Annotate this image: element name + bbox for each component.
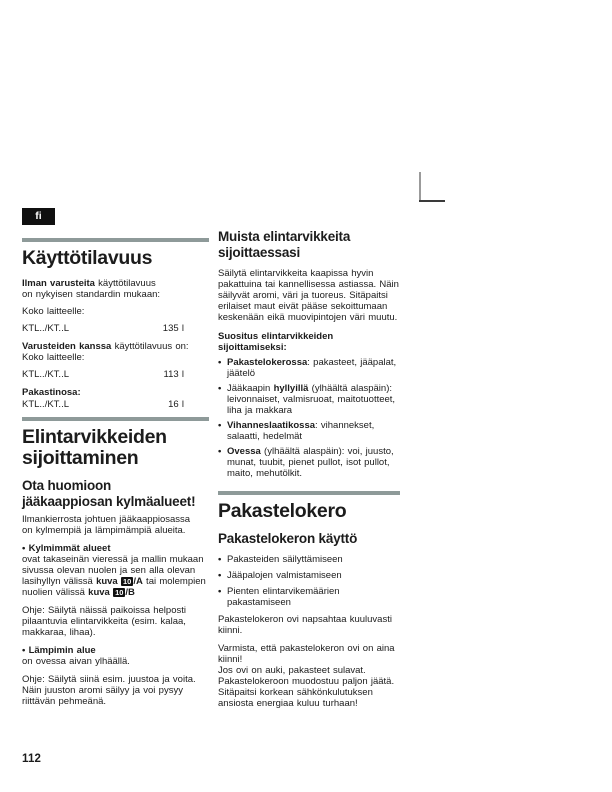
- item-text: (ylhäältä alaspäin): voi, juusto, munat, tuubit, pienet pullot, isot pullot, maito, mehutölkit.: [227, 446, 394, 479]
- figure-number-badge: 10: [122, 576, 132, 586]
- placement-list: [218, 357, 406, 479]
- capacity-intro: [22, 278, 209, 300]
- bullet-icon: •: [218, 383, 222, 394]
- model-code: KTL../KT..L: [22, 399, 69, 410]
- model-code: KTL../KT..L: [22, 369, 69, 380]
- section-title-freezer: Pakastelokero: [218, 500, 347, 522]
- figure-ref-word: kuva: [96, 576, 118, 587]
- cold-line: nuolien välissä: [22, 587, 89, 598]
- figure-ref-letter: /B: [125, 587, 135, 598]
- capacity-with-bold: Varusteiden kanssa: [22, 341, 112, 352]
- warm-area-note: Ohje: Säilytä siinä esim. juustoa ja voita. Näin juuston aromi säilyy ja voi pysyy riittävän pehmeänä.: [22, 674, 196, 707]
- list-item: [218, 570, 406, 581]
- item-bold: hyllyillä: [273, 383, 309, 394]
- figure-ref-word: kuva: [88, 587, 110, 598]
- cold-line: ovat takaseinän vieressä ja mallin mukaan: [22, 554, 204, 565]
- item-text: Pienten elintarvikemäärien pakastamiseen: [227, 585, 340, 608]
- warm-line: on ovessa aivan ylhäällä.: [22, 656, 130, 667]
- freezer-section-label: Pakastinosa:: [22, 387, 81, 398]
- list-item: [218, 420, 406, 442]
- bullet-icon: •: [218, 357, 222, 368]
- list-item: [218, 586, 406, 608]
- bullet-icon: •: [218, 446, 222, 457]
- cold-areas-note: Ohje: Säilytä näissä paikoissa helposti pilaantuvia elintarvikkeita (esim. kalaa, makkaraa, lihaa).: [22, 605, 186, 638]
- placing-subtitle: Ota huomioon jääkaappiosan kylmäalueet!: [22, 478, 196, 509]
- warm-area-paragraph: [22, 645, 209, 667]
- bullet-icon: •: [218, 420, 222, 431]
- warm-area-bold: Lämpimin alue: [28, 645, 96, 656]
- bullet-icon: •: [22, 543, 26, 554]
- capacity-row-total: [22, 323, 184, 334]
- section-title-placing: Elintarvikkeiden sijoittaminen: [22, 426, 167, 469]
- capacity-value: 16 l: [168, 399, 184, 410]
- cold-line: lasihyllyn välissä: [22, 576, 97, 587]
- capacity-value: 135 l: [162, 323, 184, 334]
- language-badge: fi: [22, 208, 55, 225]
- bullet-icon: •: [218, 569, 222, 581]
- capacity-scope-label-1: Koko laitteelle:: [22, 306, 85, 317]
- left-column: [22, 206, 209, 713]
- list-item: [218, 554, 406, 565]
- item-pre: Jääkaapin: [227, 383, 274, 394]
- remember-title: Muista elintarvikkeita sijoittaessasi: [218, 229, 351, 260]
- item-bold: Vihanneslaatikossa: [227, 420, 316, 431]
- freezer-use-list: [218, 554, 406, 608]
- bullet-icon: •: [22, 645, 26, 656]
- capacity-value: 113 l: [163, 369, 184, 380]
- placing-intro: Ilmankierrosta johtuen jääkaappiosassa on kylmempiä ja lämpimämpiä alueita.: [22, 514, 191, 536]
- recommendation-subtitle: Suositus elintarvikkeiden sijoittamiseksi:: [218, 331, 334, 353]
- item-text: (ylhäältä alaspäin): leivonnaiset, valmisruoat, maitotuotteet, liha ja makkara: [227, 383, 396, 416]
- item-text: Pakasteiden säilyttämiseen: [227, 553, 343, 565]
- bullet-icon: •: [218, 553, 222, 565]
- capacity-row-freezer: [22, 399, 184, 410]
- cold-line: sivussa olevan nuolen ja sen alla olevan: [22, 565, 196, 576]
- freezer-door-paragraph: Pakastelokeron ovi napsahtaa kuuluvasti kiinni.: [218, 613, 392, 636]
- item-bold: Pakastelokerossa: [227, 357, 308, 368]
- bullet-icon: •: [218, 585, 222, 597]
- section-rule-placing: [22, 417, 209, 421]
- model-code: KTL../KT..L: [22, 323, 69, 334]
- capacity-with-rest: käyttötilavuus on:: [111, 341, 189, 352]
- freezer-warning-paragraph: Varmista, että pakastelokeron ovi on aina kiinni! Jos ovi on auki, pakasteet sulavat. Pakastelokeroon muodostuu paljon jäätä. Sitäpaitsi korkean sähkönkulutuksen ansiosta energiaa kuluu turhaan!: [218, 642, 395, 709]
- capacity-intro-bold: Ilman varusteita: [22, 278, 95, 289]
- cold-areas-bold: Kylmimmät alueet: [28, 543, 111, 554]
- section-title-capacity: Käyttötilavuus: [22, 247, 153, 269]
- capacity-intro-line2: on nykyisen standardin mukaan:: [22, 289, 161, 300]
- cold-line: tai molempien: [142, 576, 206, 587]
- cold-areas-paragraph: [22, 543, 209, 598]
- crop-mark-horizontal: [419, 200, 445, 202]
- figure-ref-letter: /A: [133, 576, 143, 587]
- capacity-row-with-accessories: [22, 369, 184, 380]
- list-item: [218, 383, 406, 416]
- right-column: [218, 229, 406, 715]
- capacity-scope-label-2: Koko laitteelle:: [22, 352, 85, 363]
- item-bold: Ovessa: [227, 446, 261, 457]
- item-text: : pakasteet, jääpalat, jäätelö: [227, 357, 397, 379]
- list-item: [218, 357, 406, 379]
- item-text: Jääpalojen valmistamiseen: [227, 569, 342, 581]
- remember-intro: Säilytä elintarvikkeita kaapissa hyvin pakattuina tai kannellisessa astiassa. Näin säilyvät aromi, väri ja tuoreus. Sitäpaitsi erilaiset maut eivät pääse sekoittumaan keskenään eikä muovipintojen väri muutu.: [218, 268, 399, 323]
- section-rule-freezer: [218, 491, 400, 495]
- capacity-with-accessories: [22, 341, 209, 363]
- figure-number-badge: 10: [115, 587, 124, 597]
- capacity-intro-rest: käyttötilavuus: [94, 278, 156, 289]
- item-text: : vihannekset, salaatti, hedelmät: [227, 420, 375, 442]
- freezer-use-subtitle: Pakastelokeron käyttö: [218, 531, 358, 546]
- page-number: 112: [22, 753, 42, 765]
- list-item: [218, 446, 406, 479]
- section-rule-capacity: [22, 238, 209, 242]
- crop-mark-vertical: [419, 172, 421, 202]
